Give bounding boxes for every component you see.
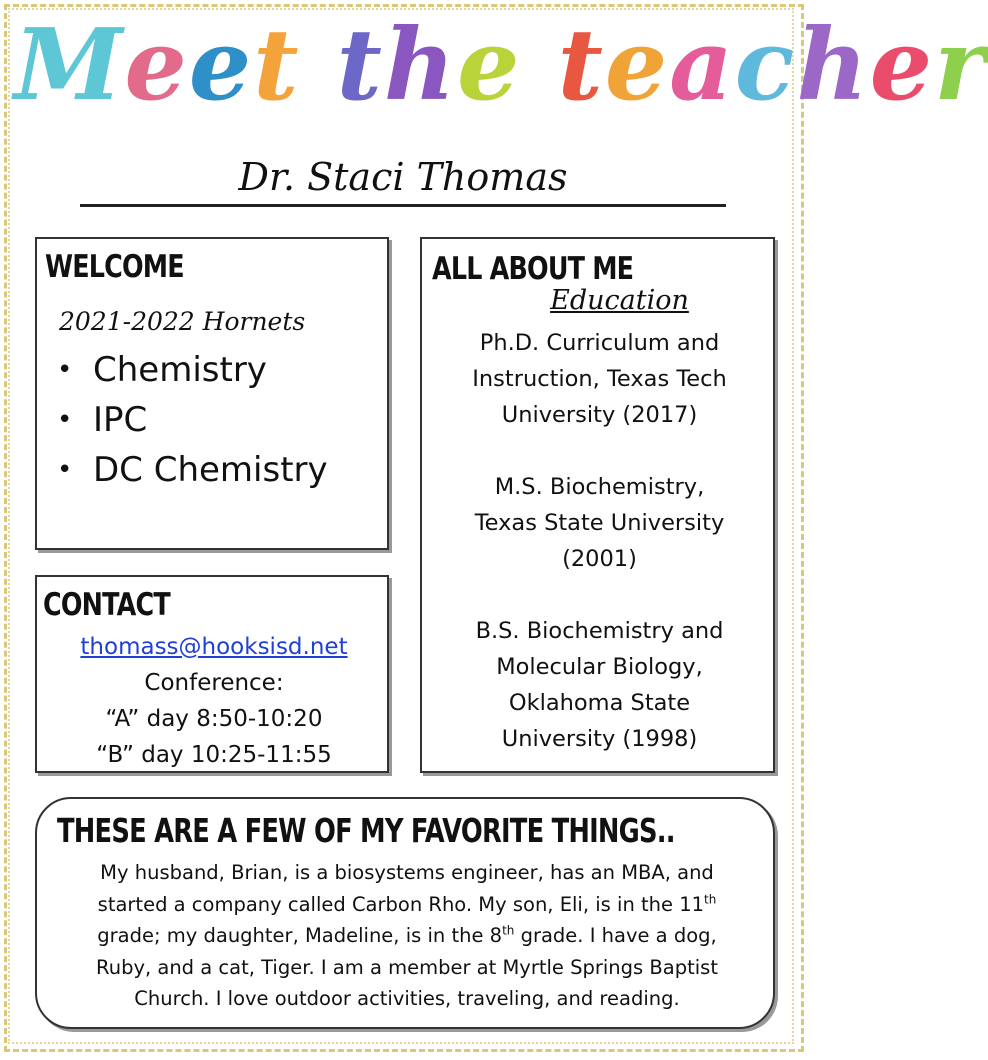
course-label: IPC <box>93 400 148 440</box>
course-list <box>51 345 328 495</box>
ordinal-suffix: th <box>704 892 717 906</box>
about-me-title: ALL ABOUT ME <box>432 251 634 287</box>
degree-line: Molecular Biology, <box>496 654 703 680</box>
welcome-box <box>35 237 389 550</box>
paragraph-line: Ruby, and a cat, Tiger. I am a member at Myrtle Springs Baptist <box>96 955 718 979</box>
degree-line: Texas State University <box>474 510 725 536</box>
favorite-things-paragraph <box>47 857 767 1015</box>
heading-letter: e <box>188 8 254 123</box>
paragraph-line: Church. I love outdoor activities, traveling, and reading. <box>134 987 680 1010</box>
teacher-name: Dr. Staci Thomas <box>80 150 726 207</box>
heading-letter <box>300 6 336 126</box>
heading-letter: e <box>124 8 189 123</box>
degree-line: (2001) <box>562 546 637 572</box>
degree-line: M.S. Biochemistry, <box>494 474 705 500</box>
heading-letter: a <box>669 8 735 123</box>
degree-line: Instruction, Texas Tech <box>472 366 727 392</box>
list-item <box>51 395 328 445</box>
course-label: Chemistry <box>93 350 267 390</box>
paragraph-line <box>47 889 767 921</box>
contact-title: CONTACT <box>43 587 170 623</box>
degree-list <box>422 325 777 793</box>
list-item <box>51 345 328 395</box>
degree-line: Oklahoma State <box>508 690 691 716</box>
education-heading: Education <box>550 285 689 316</box>
welcome-title: WELCOME <box>45 249 184 285</box>
paragraph-text: started a company called Carbon Rho. My son, Eli, is in the 11 <box>97 892 705 916</box>
degree-line: Ph.D. Curriculum and <box>479 330 720 356</box>
heading-letter: e <box>604 8 670 123</box>
degree-line: B.S. Biochemistry and <box>475 618 724 644</box>
heading-letter: t <box>557 8 605 123</box>
list-item <box>51 445 328 495</box>
paragraph-text: grade. I have a dog, <box>514 924 717 947</box>
degree-line: University (1998) <box>501 726 698 752</box>
degree-line: University (2017) <box>501 402 698 428</box>
heading-letter: e <box>457 8 522 123</box>
email-link[interactable]: thomass@hooksisd.net <box>80 634 348 660</box>
heading-letter: e <box>869 8 935 123</box>
degree-bs <box>422 613 777 757</box>
contact-box <box>35 575 389 773</box>
heading-letter: r <box>934 8 988 123</box>
paragraph-line <box>47 920 767 952</box>
a-day-conference: “A” day 8:50-10:20 <box>105 706 323 732</box>
degree-ms <box>422 469 777 577</box>
ordinal-suffix: th <box>502 923 515 938</box>
heading-letter: h <box>796 8 870 123</box>
heading-letter: h <box>383 8 458 123</box>
degree-phd <box>422 325 777 433</box>
school-year-subtitle: 2021-2022 Hornets <box>59 307 306 336</box>
bullet-icon: • <box>57 405 73 435</box>
heading-letter: t <box>336 8 384 123</box>
about-me-box <box>420 237 775 773</box>
paragraph-text: grade; my daughter, Madeline, is in the 8 <box>97 924 503 947</box>
heading-letter: M <box>14 8 125 123</box>
b-day-conference: “B” day 10:25-11:55 <box>96 742 332 768</box>
contact-details <box>37 629 391 773</box>
meet-the-teacher-heading <box>14 6 988 126</box>
favorite-things-box <box>35 797 775 1029</box>
heading-letter: t <box>253 8 301 123</box>
course-label: DC Chemistry <box>93 450 328 490</box>
bullet-icon: • <box>57 455 73 485</box>
bullet-icon: • <box>57 355 73 385</box>
heading-letter: c <box>734 8 797 123</box>
favorite-things-title: THESE ARE A FEW OF MY FAVORITE THINGS.. <box>57 811 675 850</box>
conference-label: Conference: <box>144 670 284 696</box>
heading-letter <box>522 6 558 126</box>
paragraph-line: My husband, Brian, is a biosystems engineer, has an MBA, and <box>100 861 714 884</box>
